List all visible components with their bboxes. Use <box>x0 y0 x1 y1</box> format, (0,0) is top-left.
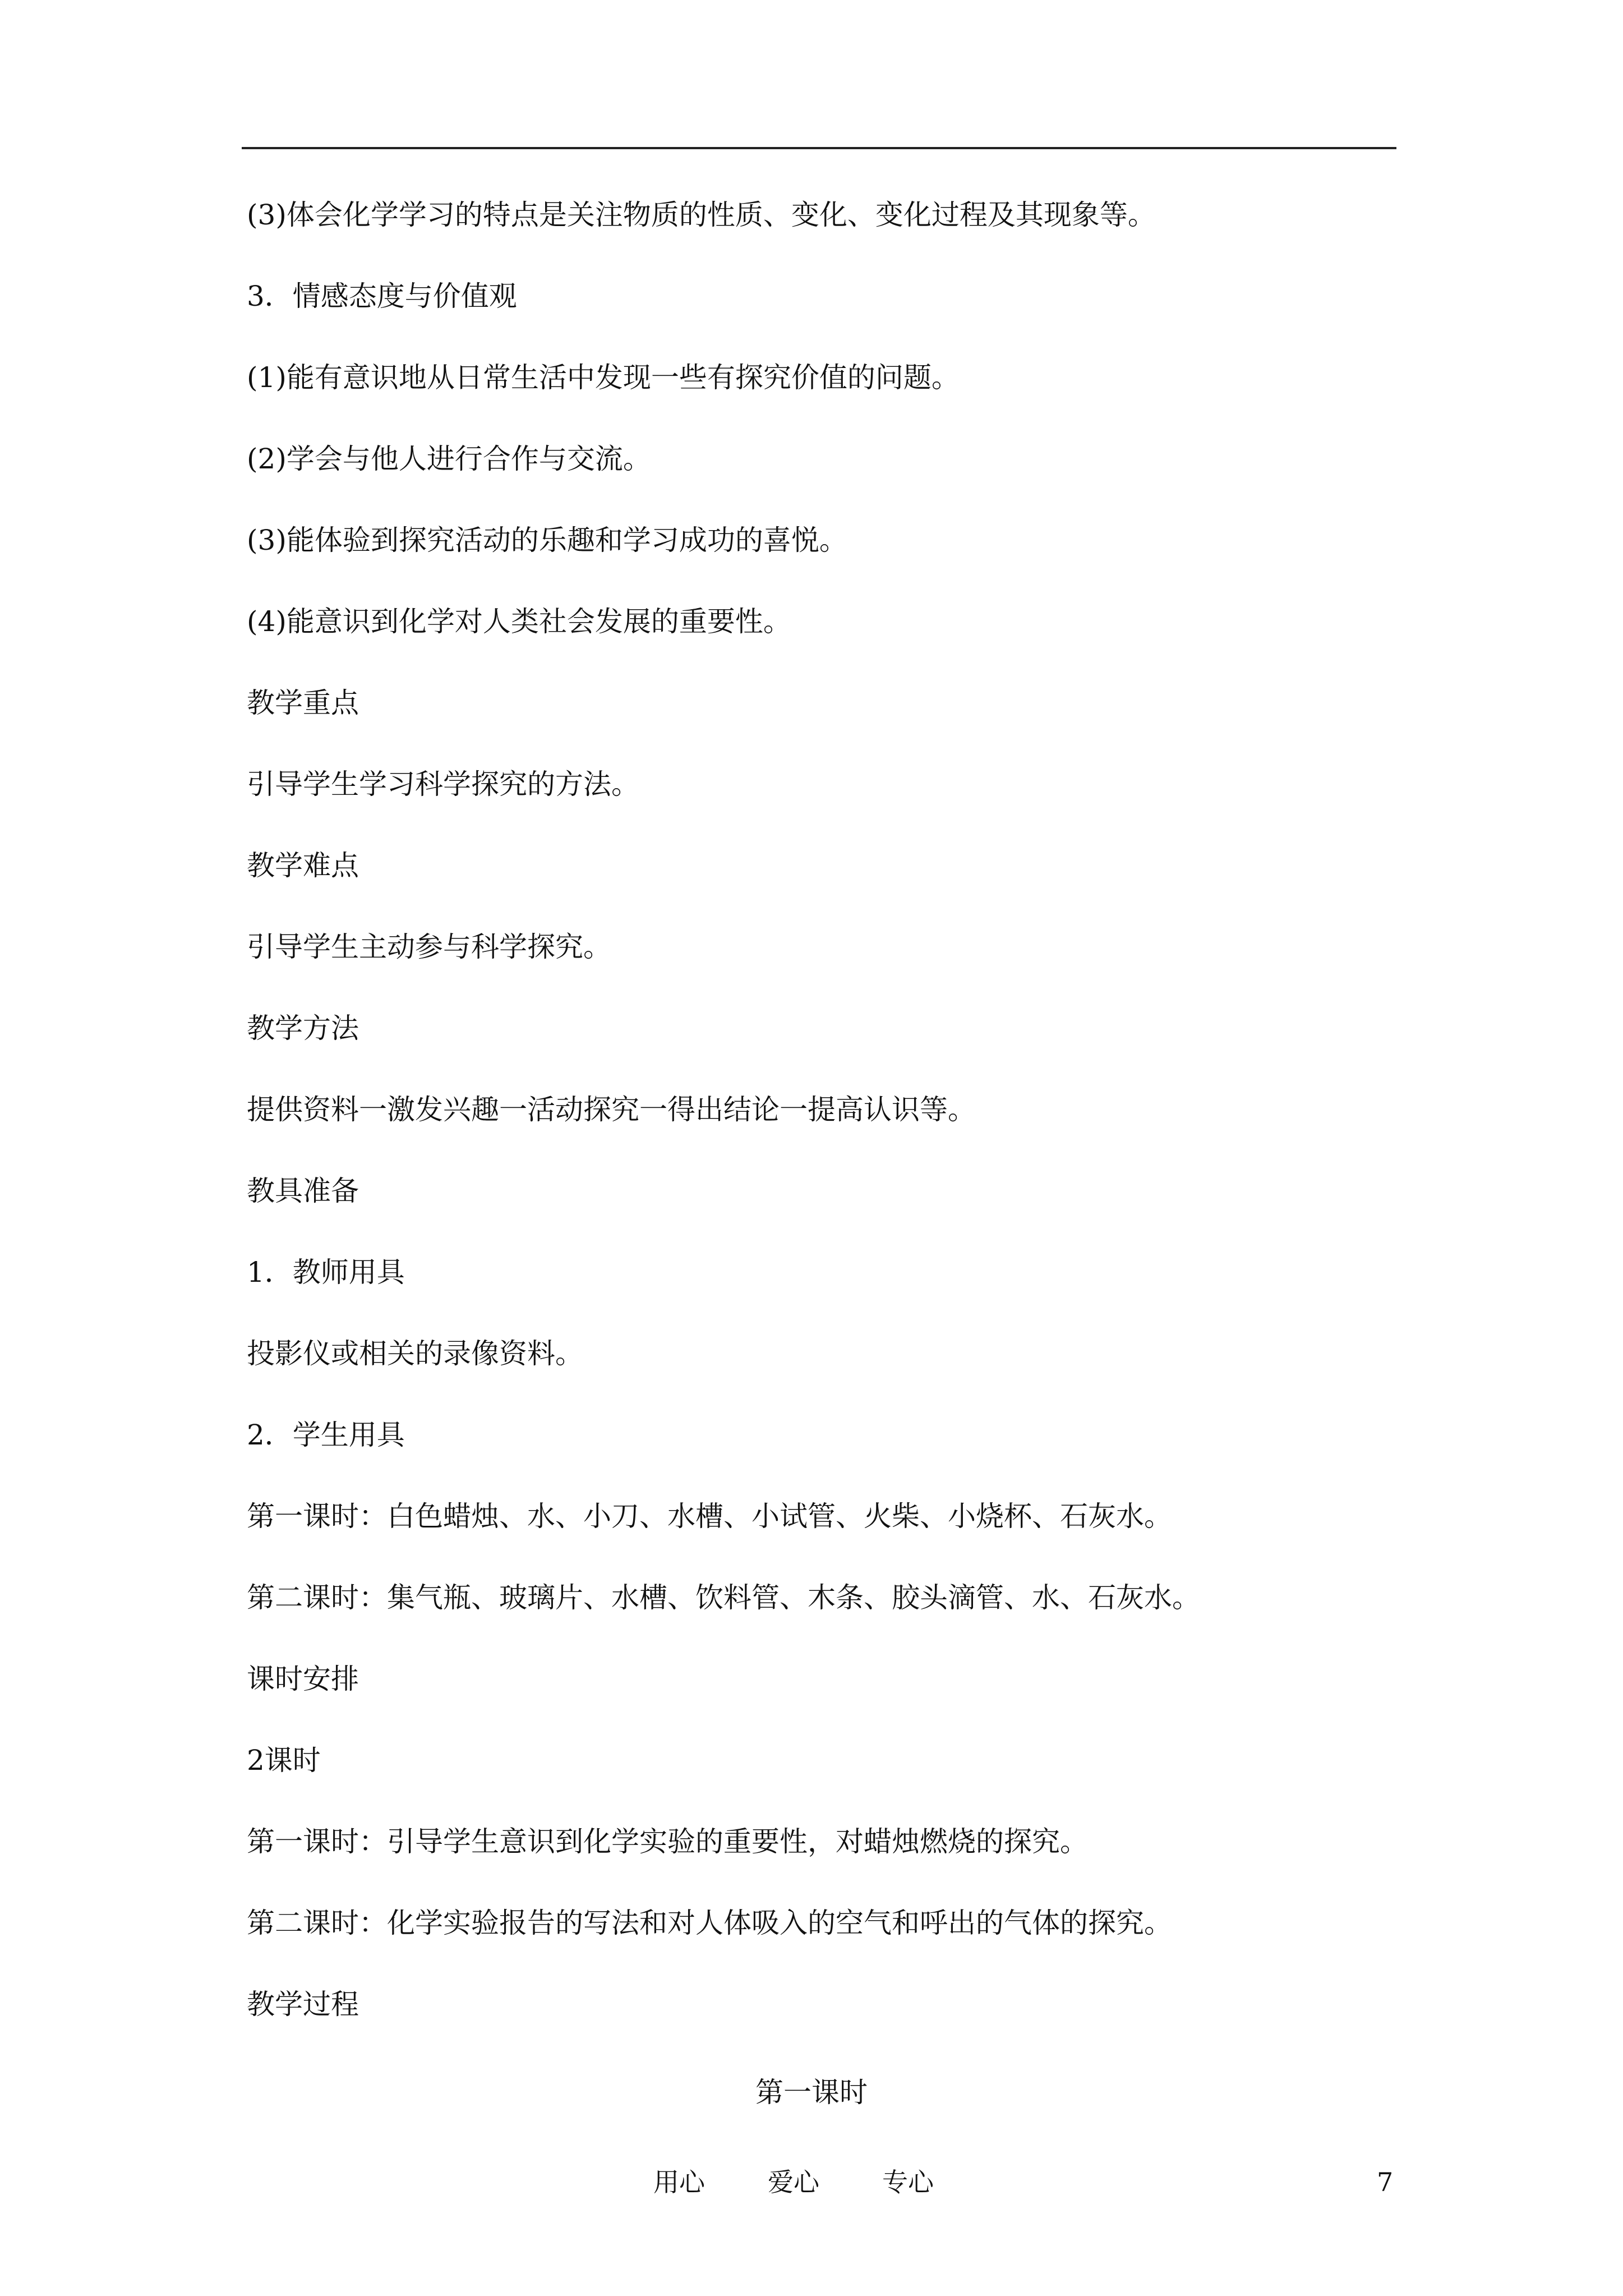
section-heading: 3．情感态度与价值观 <box>247 280 517 312</box>
section-heading: 教学重点 <box>247 687 359 719</box>
footer-motto <box>653 2162 997 2202</box>
section-heading: 1．教师用具 <box>247 1256 405 1289</box>
section-heading: 教具准备 <box>247 1175 359 1207</box>
text-line: (3)体会化学学习的特点是关注物质的性质、变化、变化过程及其现象等。 <box>247 199 1156 231</box>
text-line: 2课时 <box>247 1744 321 1777</box>
text-line: 第二课时：化学实验报告的写法和对人体吸入的空气和呼出的气体的探究。 <box>247 1907 1172 1939</box>
section-heading: 2．学生用具 <box>247 1419 405 1451</box>
text-line: 第二课时：集气瓶、玻璃片、水槽、饮料管、木条、胶头滴管、水、石灰水。 <box>247 1581 1200 1614</box>
lesson-title: 第一课时 <box>755 2076 868 2109</box>
text-line: (1)能有意识地从日常生活中发现一些有探究价值的问题。 <box>247 361 960 394</box>
text-line: 投影仪或相关的录像资料。 <box>247 1337 583 1370</box>
text-line: 第一课时：白色蜡烛、水、小刀、水槽、小试管、火柴、小烧杯、石灰水。 <box>247 1500 1172 1533</box>
motto-word: 用心 <box>653 2167 705 2197</box>
section-heading: 教学难点 <box>247 849 359 882</box>
page-footer <box>0 2162 1623 2202</box>
text-line: (4)能意识到化学对人类社会发展的重要性。 <box>247 605 791 638</box>
motto-word: 爱心 <box>768 2167 819 2197</box>
page-number: 7 <box>1377 2167 1394 2197</box>
header-rule <box>242 147 1396 149</box>
text-line: (3)能体验到探究活动的乐趣和学习成功的喜悦。 <box>247 524 847 556</box>
section-heading: 教学过程 <box>247 1988 359 2021</box>
section-heading: 课时安排 <box>247 1663 359 1695</box>
text-line: 引导学生学习科学探究的方法。 <box>247 768 639 800</box>
document-body <box>247 195 1396 2066</box>
text-line: 第一课时：引导学生意识到化学实验的重要性，对蜡烛燃烧的探究。 <box>247 1825 1088 1858</box>
text-line: (2)学会与他人进行合作与交流。 <box>247 443 651 475</box>
section-heading: 教学方法 <box>247 1012 359 1045</box>
motto-word: 专心 <box>882 2167 934 2197</box>
text-line: 提供资料一激发兴趣一活动探究一得出结论一提高认识等。 <box>247 1093 976 1126</box>
text-line: 引导学生主动参与科学探究。 <box>247 931 611 963</box>
